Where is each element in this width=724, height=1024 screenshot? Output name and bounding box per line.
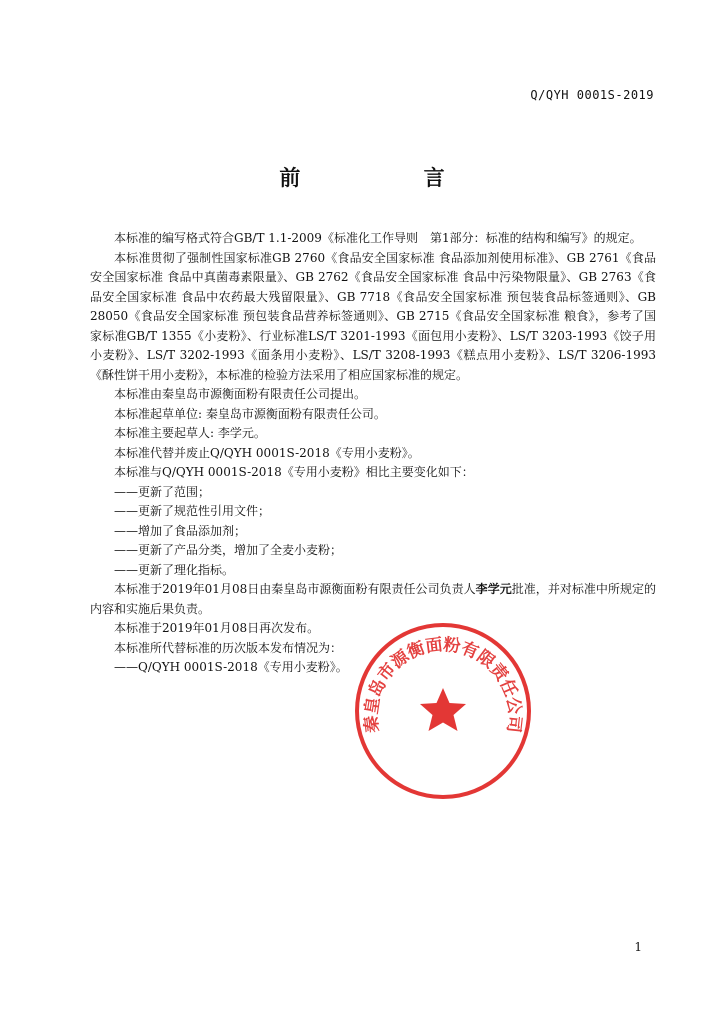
paragraph-approval bbox=[90, 580, 656, 619]
foreword-body bbox=[90, 229, 656, 678]
paragraph-history-intro: 本标准所代替标准的历次版本发布情况为： bbox=[114, 640, 343, 655]
approval-text-end: 批准，并对标准中所规定的内容和实施后果负责。 bbox=[90, 582, 656, 616]
change-item: ——更新了范围； bbox=[114, 484, 211, 499]
history-item: ——Q/QYH 0001S-2018《专用小麦粉》。 bbox=[114, 660, 348, 674]
page-title: 前 言 bbox=[279, 165, 503, 190]
seal-star-icon bbox=[420, 688, 466, 731]
paragraph-drafting-unit: 本标准起草单位: 秦皇岛市源衡面粉有限责任公司。 bbox=[114, 406, 386, 421]
paragraph-replaces: 本标准代替并废止Q/QYH 0001S-2018《专用小麦粉》。 bbox=[114, 445, 420, 460]
change-item: ——增加了食品添加剂； bbox=[114, 523, 247, 538]
paragraph-release: 本标准于2019年01月08日再次发布。 bbox=[114, 621, 320, 635]
paragraph-drafter: 本标准主要起草人: 李学元。 bbox=[114, 426, 266, 440]
change-item: ——更新了理化指标。 bbox=[114, 562, 235, 577]
document-code: Q/QYH 0001S-2019 bbox=[530, 88, 654, 102]
approval-text-start: 本标准于2019年01月08日由秦皇岛市源衡面粉有限责任公司负责人 bbox=[114, 582, 476, 596]
paragraph-changes-intro: 本标准与Q/QYH 0001S-2018《专用小麦粉》相比主要变化如下： bbox=[114, 465, 474, 479]
paragraph-references: 本标准贯彻了强制性国家标准GB 2760《食品安全国家标准 食品添加剂使用标准》、GB 2761《食品安全国家标准 食品中真菌毒素限量》、GB 2762《食品安全国家标准 食品中污染物限量》、GB 2763《食品安全国家标准 食品中农药最大残留限量》、GB 7718《食品安全国家标准 预包装食品标签通则》、GB 28050《食品安全国家标准 预包装食品营养标签通则》、GB 2715《食品安全国家标准 粮食》，参考了国家标准GB/T 1355《小麦粉》、行业标准LS/T 3201-1993《面包用小麦粉》、LS/T 3203-1993《饺子用小麦粉》、LS/T 3202-1993《面条用小麦粉》、LS/T 3208-1993《糕点用小麦粉》、LS/T 3206-1993《酥性饼干用小麦粉》，本标准的检验方法采用了相应国家标准的规定。 bbox=[90, 250, 656, 382]
paragraph-format: 本标准的编写格式符合GB/T 1.1-2009《标准化工作导则 第1部分：标准的结构和编写》的规定。 bbox=[114, 231, 642, 245]
paragraph-proposer: 本标准由秦皇岛市源衡面粉有限责任公司提出。 bbox=[114, 387, 367, 401]
change-item: ——更新了产品分类，增加了全麦小麦粉； bbox=[114, 543, 343, 557]
seal-text: 秦皇岛市源衡面粉有限责任公司 bbox=[361, 634, 525, 734]
change-item: ——更新了规范性引用文件； bbox=[114, 504, 271, 518]
approver-name: 李学元 bbox=[475, 582, 512, 596]
page-number: 1 bbox=[634, 940, 642, 954]
seal-stamp-graphic bbox=[352, 620, 534, 802]
company-seal bbox=[352, 620, 534, 802]
